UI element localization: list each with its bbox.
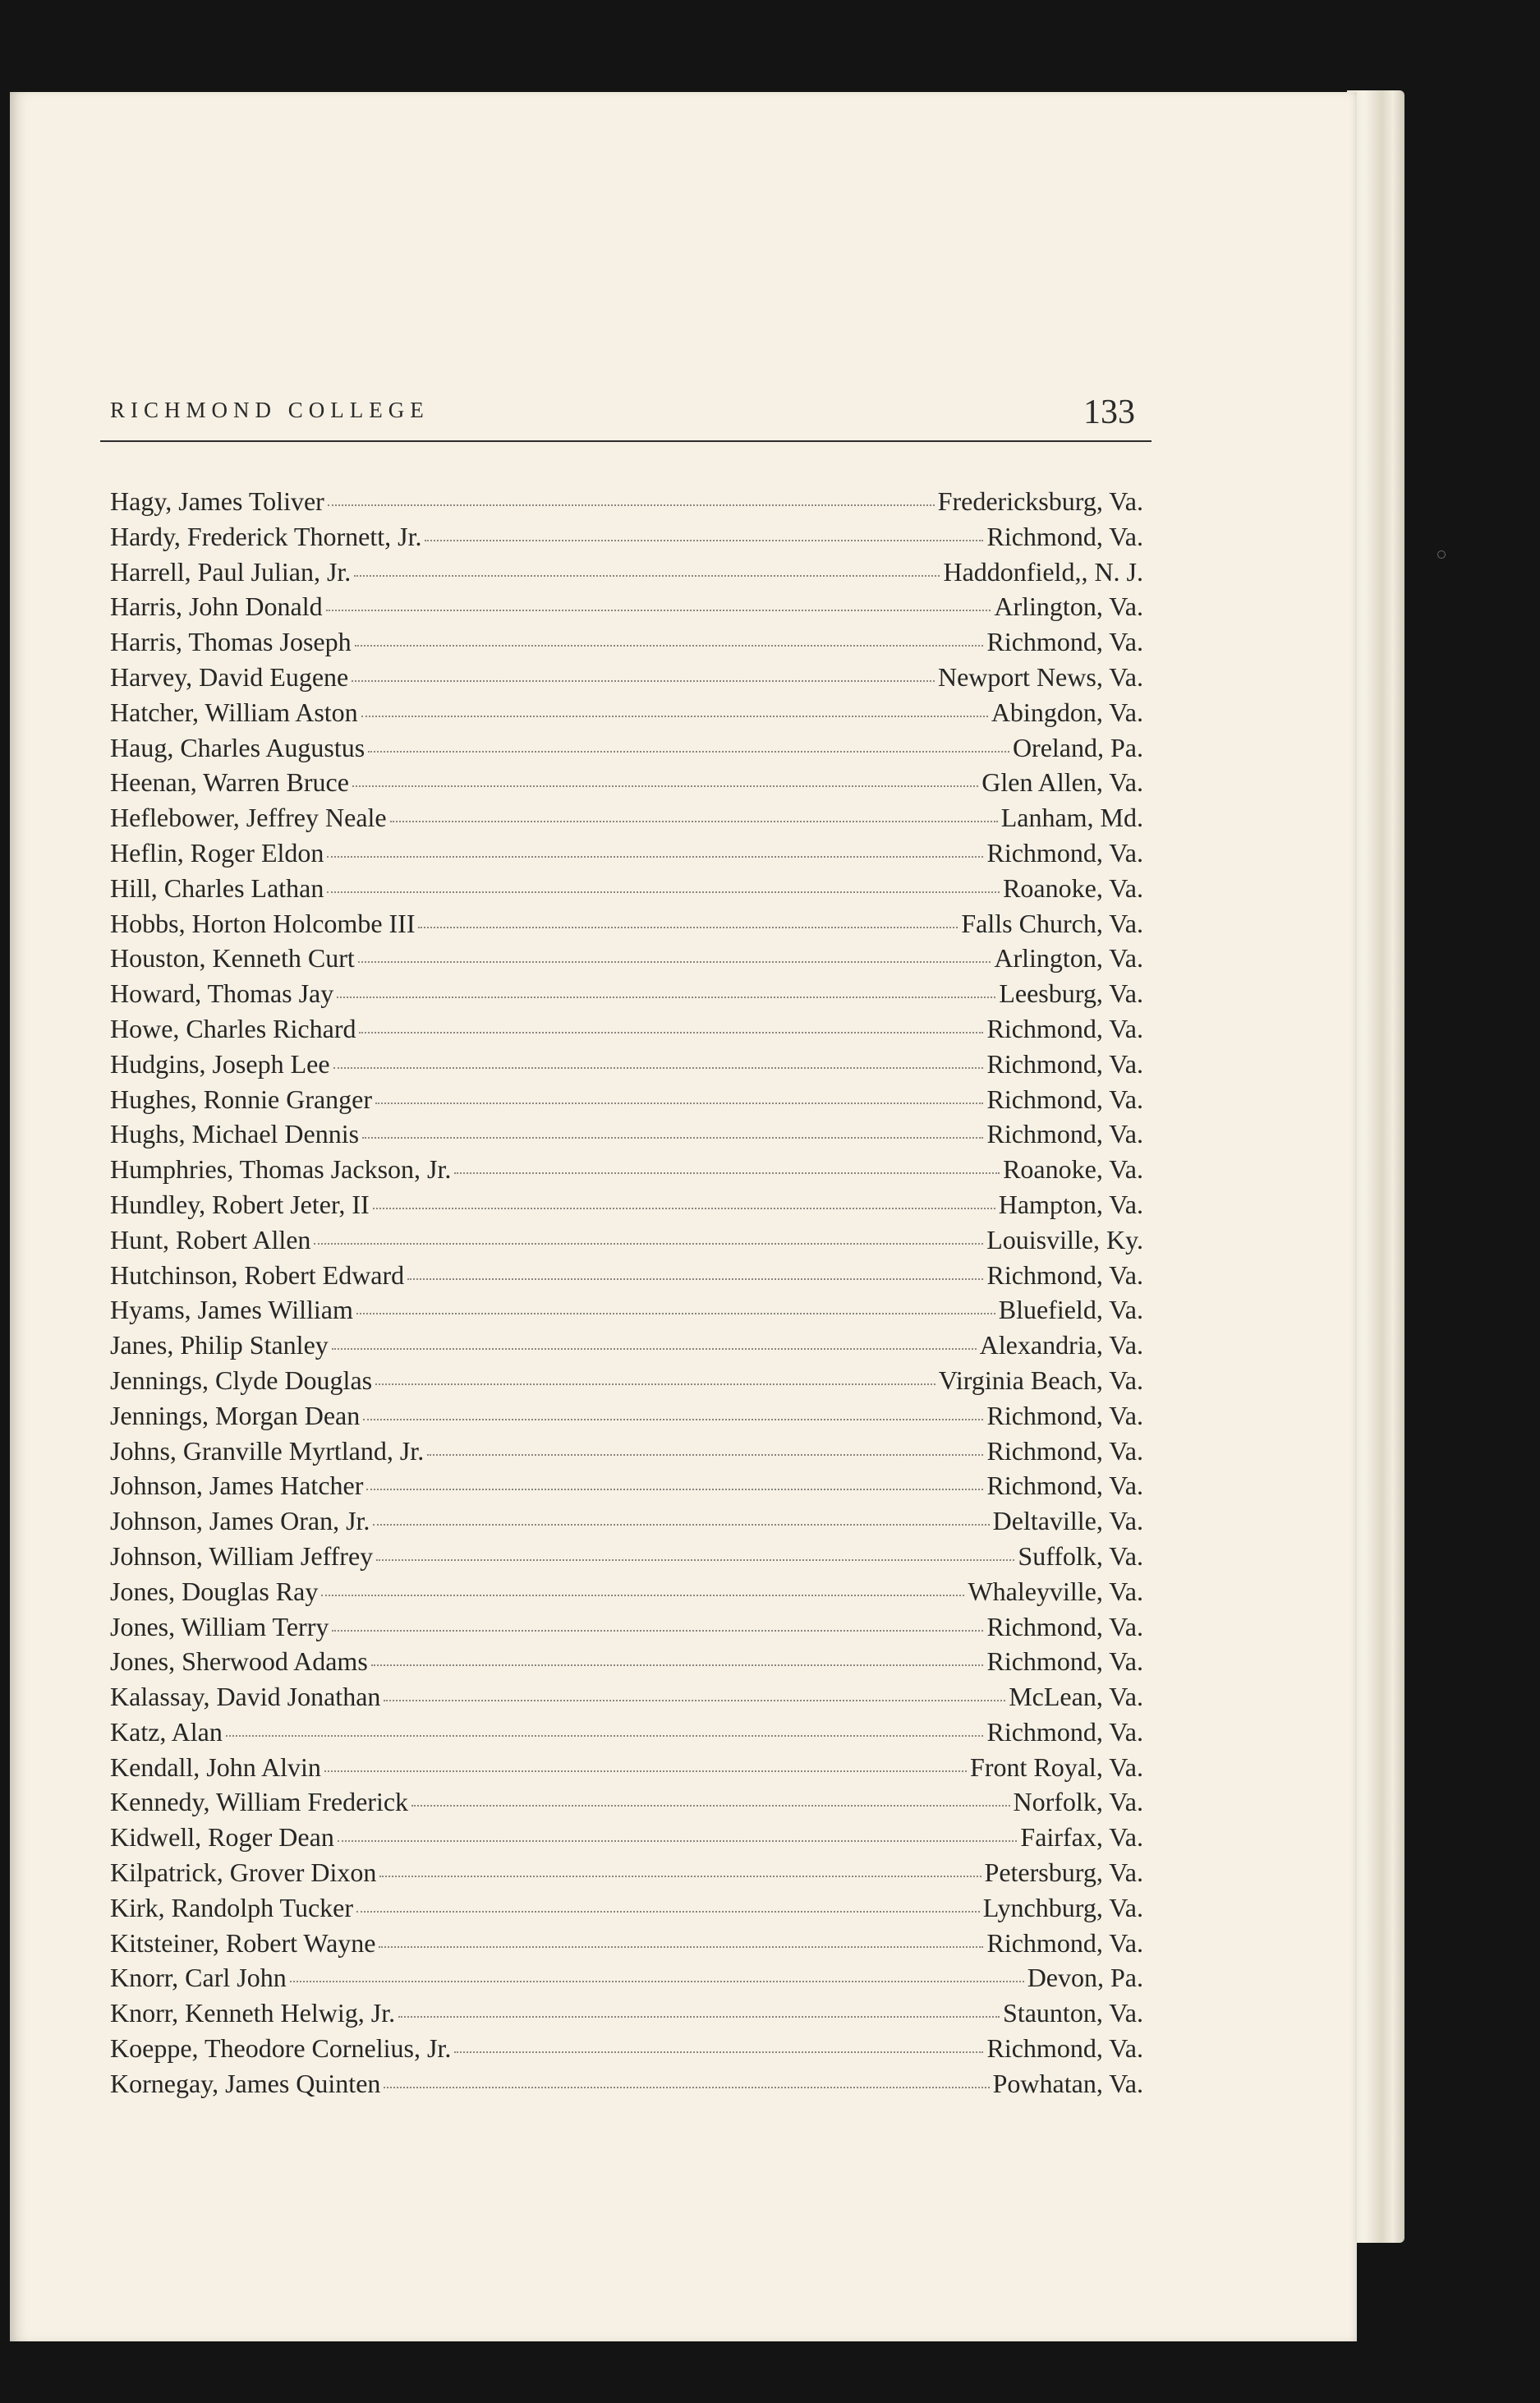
dot-leader bbox=[354, 575, 940, 577]
entry-hometown: Richmond, Va. bbox=[986, 627, 1143, 657]
directory-entry bbox=[110, 943, 1143, 978]
dot-leader bbox=[356, 1911, 980, 1913]
directory-entry bbox=[110, 1014, 1143, 1049]
entry-name: Johnson, James Oran, Jr. bbox=[110, 1506, 370, 1536]
dot-leader bbox=[362, 1137, 983, 1139]
page-number: 133 bbox=[1083, 394, 1135, 431]
entry-hometown: Arlington, Va. bbox=[994, 943, 1143, 974]
book-page bbox=[10, 92, 1357, 2341]
dot-leader bbox=[368, 751, 1009, 753]
directory-entry bbox=[110, 1471, 1143, 1506]
directory-entry bbox=[110, 1893, 1143, 1928]
entry-hometown: Glen Allen, Va. bbox=[981, 767, 1143, 798]
entry-name: Knorr, Carl John bbox=[110, 1963, 287, 1993]
entry-name: Kilpatrick, Grover Dixon bbox=[110, 1857, 377, 1888]
directory-entry bbox=[110, 1225, 1143, 1260]
entry-name: Howe, Charles Richard bbox=[110, 1013, 356, 1043]
directory-entry bbox=[110, 557, 1143, 592]
entry-hometown: Richmond, Va. bbox=[986, 1611, 1143, 1641]
dot-leader bbox=[407, 1278, 983, 1280]
directory-entry bbox=[110, 1787, 1143, 1822]
entry-hometown: Richmond, Va. bbox=[986, 1471, 1143, 1501]
dot-leader bbox=[352, 785, 978, 787]
dot-leader bbox=[425, 540, 983, 541]
entry-name: Hudgins, Joseph Lee bbox=[110, 1048, 330, 1079]
entry-hometown: Richmond, Va. bbox=[986, 1400, 1143, 1430]
entry-name: Humphries, Thomas Jackson, Jr. bbox=[110, 1154, 452, 1185]
dot-leader bbox=[326, 610, 991, 611]
entry-name: Hill, Charles Lathan bbox=[110, 872, 324, 903]
directory-entry bbox=[110, 1857, 1143, 1893]
dot-leader bbox=[363, 1419, 983, 1420]
dot-leader bbox=[454, 2051, 983, 2053]
entry-hometown: Staunton, Va. bbox=[1003, 1998, 1143, 2028]
entry-hometown: Louisville, Ky. bbox=[986, 1224, 1143, 1254]
directory-entry bbox=[110, 662, 1143, 697]
entry-hometown: Deltaville, Va. bbox=[992, 1506, 1143, 1536]
entry-hometown: Roanoke, Va. bbox=[1003, 872, 1143, 903]
directory-entry bbox=[110, 873, 1143, 909]
dot-leader bbox=[411, 1805, 1009, 1807]
entry-hometown: Richmond, Va. bbox=[986, 2033, 1143, 2064]
directory-entry bbox=[110, 1049, 1143, 1084]
directory-entry bbox=[110, 803, 1143, 838]
entry-name: Hughes, Ronnie Granger bbox=[110, 1084, 373, 1114]
dot-leader bbox=[358, 961, 991, 963]
dot-leader bbox=[328, 504, 935, 506]
dot-leader bbox=[379, 1876, 981, 1877]
dot-leader bbox=[375, 1383, 935, 1385]
entry-name: Heflin, Roger Eldon bbox=[110, 837, 324, 868]
entry-name: Kornegay, James Quinten bbox=[110, 2068, 381, 2098]
dot-leader bbox=[398, 2016, 1000, 2018]
directory-entry bbox=[110, 1612, 1143, 1647]
entry-name: Kitsteiner, Robert Wayne bbox=[110, 1927, 376, 1958]
entry-hometown: Roanoke, Va. bbox=[1003, 1154, 1143, 1185]
entry-name: Harris, Thomas Joseph bbox=[110, 627, 352, 657]
entry-hometown: Devon, Pa. bbox=[1027, 1963, 1143, 1993]
dot-leader bbox=[321, 1595, 964, 1596]
entry-hometown: Lanham, Md. bbox=[1000, 803, 1143, 833]
entry-name: Hyams, James William bbox=[110, 1295, 353, 1325]
entry-hometown: Richmond, Va. bbox=[986, 837, 1143, 868]
entry-hometown: Virginia Beach, Va. bbox=[938, 1365, 1143, 1395]
entry-name: Harris, John Donald bbox=[110, 592, 323, 622]
entry-name: Jones, William Terry bbox=[110, 1611, 329, 1641]
directory-entry bbox=[110, 1154, 1143, 1190]
entry-hometown: Hampton, Va. bbox=[998, 1189, 1143, 1219]
entry-name: Johns, Granville Myrtland, Jr. bbox=[110, 1435, 425, 1466]
entry-hometown: Newport News, Va. bbox=[937, 661, 1143, 692]
directory-entry bbox=[110, 1084, 1143, 1120]
dot-leader bbox=[324, 1770, 967, 1772]
entry-hometown: Powhatan, Va. bbox=[992, 2068, 1143, 2098]
dot-leader bbox=[359, 1032, 983, 1033]
entry-name: Kendall, John Alvin bbox=[110, 1752, 321, 1782]
directory-entry bbox=[110, 1682, 1143, 1717]
entry-name: Kirk, Randolph Tucker bbox=[110, 1892, 353, 1922]
entry-hometown: Richmond, Va. bbox=[986, 1119, 1143, 1149]
entry-hometown: Bluefield, Va. bbox=[998, 1295, 1143, 1325]
entry-name: Howard, Thomas Jay bbox=[110, 978, 334, 1009]
dot-leader bbox=[384, 1700, 1005, 1701]
entry-hometown: Richmond, Va. bbox=[986, 1048, 1143, 1079]
entry-name: Hatcher, William Aston bbox=[110, 697, 358, 727]
entry-name: Heflebower, Jeffrey Neale bbox=[110, 803, 387, 833]
directory-entry bbox=[110, 1260, 1143, 1296]
directory-entry bbox=[110, 522, 1143, 557]
entry-name: Kidwell, Roger Dean bbox=[110, 1822, 334, 1853]
entry-hometown: Fredericksburg, Va. bbox=[937, 486, 1143, 516]
dot-leader bbox=[454, 1172, 1000, 1174]
entry-hometown: Richmond, Va. bbox=[986, 1646, 1143, 1677]
edge-mark bbox=[1437, 550, 1446, 559]
entry-name: Johnson, James Hatcher bbox=[110, 1471, 364, 1501]
entry-hometown: McLean, Va. bbox=[1009, 1682, 1143, 1712]
dot-leader bbox=[338, 1840, 1018, 1842]
entry-name: Kennedy, William Frederick bbox=[110, 1787, 409, 1817]
entry-hometown: Oreland, Pa. bbox=[1012, 732, 1143, 762]
entry-name: Kalassay, David Jonathan bbox=[110, 1682, 381, 1712]
entry-hometown: Petersburg, Va. bbox=[984, 1857, 1143, 1888]
dot-leader bbox=[332, 1630, 983, 1632]
entry-name: Johnson, William Jeffrey bbox=[110, 1540, 374, 1571]
directory-entry bbox=[110, 1928, 1143, 1963]
entry-name: Janes, Philip Stanley bbox=[110, 1330, 329, 1360]
directory-entry bbox=[110, 1119, 1143, 1154]
directory-entry bbox=[110, 1752, 1143, 1788]
entry-hometown: Richmond, Va. bbox=[986, 1435, 1143, 1466]
entry-hometown: Richmond, Va. bbox=[986, 521, 1143, 551]
entry-hometown: Fairfax, Va. bbox=[1020, 1822, 1143, 1853]
dot-leader bbox=[371, 1664, 984, 1666]
entry-name: Jennings, Clyde Douglas bbox=[110, 1365, 373, 1395]
entry-name: Harvey, David Eugene bbox=[110, 661, 349, 692]
directory-entry bbox=[110, 1436, 1143, 1471]
dot-leader bbox=[418, 927, 958, 928]
directory-entry bbox=[110, 767, 1143, 803]
directory-entry bbox=[110, 733, 1143, 768]
directory-entry bbox=[110, 1330, 1143, 1365]
entry-hometown: Suffolk, Va. bbox=[1018, 1540, 1143, 1571]
dot-leader bbox=[361, 716, 988, 717]
entry-name: Hunt, Robert Allen bbox=[110, 1224, 311, 1254]
entry-hometown: Haddonfield,, N. J. bbox=[943, 556, 1143, 587]
directory-entry bbox=[110, 1401, 1143, 1436]
directory-entry bbox=[110, 2033, 1143, 2069]
directory-entry bbox=[110, 592, 1143, 627]
directory-entry bbox=[110, 1822, 1143, 1857]
entry-hometown: Arlington, Va. bbox=[994, 592, 1143, 622]
entry-name: Hughs, Michael Dennis bbox=[110, 1119, 360, 1149]
entry-hometown: Richmond, Va. bbox=[986, 1927, 1143, 1958]
entry-hometown: Alexandria, Va. bbox=[979, 1330, 1143, 1360]
directory-entry bbox=[110, 1295, 1143, 1330]
entry-hometown: Lynchburg, Va. bbox=[982, 1892, 1143, 1922]
dot-leader bbox=[375, 1103, 983, 1104]
entry-hometown: Richmond, Va. bbox=[986, 1084, 1143, 1114]
dot-leader bbox=[355, 645, 984, 647]
entry-name: Jennings, Morgan Dean bbox=[110, 1400, 361, 1430]
entry-name: Jones, Sherwood Adams bbox=[110, 1646, 368, 1677]
dot-leader bbox=[333, 1067, 984, 1069]
directory-entry bbox=[110, 697, 1143, 733]
directory-entry bbox=[110, 1717, 1143, 1752]
entry-hometown: Falls Church, Va. bbox=[961, 908, 1143, 938]
entry-hometown: Abingdon, Va. bbox=[991, 697, 1143, 727]
entry-name: Jones, Douglas Ray bbox=[110, 1576, 319, 1606]
dot-leader bbox=[427, 1454, 983, 1456]
dot-leader bbox=[327, 856, 983, 858]
dot-leader bbox=[327, 891, 1000, 893]
dot-leader bbox=[314, 1243, 983, 1245]
directory-entry bbox=[110, 1646, 1143, 1682]
directory-entry bbox=[110, 1541, 1143, 1577]
entry-hometown: Leesburg, Va. bbox=[999, 978, 1143, 1009]
dot-leader bbox=[337, 997, 995, 998]
directory-entry bbox=[110, 838, 1143, 873]
directory-entry bbox=[110, 978, 1143, 1014]
entry-hometown: Norfolk, Va. bbox=[1013, 1787, 1143, 1817]
directory-entry bbox=[110, 627, 1143, 662]
entry-name: Hagy, James Toliver bbox=[110, 486, 324, 516]
dot-leader bbox=[373, 1208, 995, 1209]
dot-leader bbox=[366, 1489, 983, 1490]
entry-hometown: Front Royal, Va. bbox=[970, 1752, 1143, 1782]
entry-name: Hundley, Robert Jeter, II bbox=[110, 1189, 370, 1219]
running-head bbox=[100, 394, 1152, 442]
entry-name: Heenan, Warren Bruce bbox=[110, 767, 349, 798]
entry-hometown: Richmond, Va. bbox=[986, 1716, 1143, 1747]
entry-name: Knorr, Kenneth Helwig, Jr. bbox=[110, 1998, 396, 2028]
entry-hometown: Whaleyville, Va. bbox=[968, 1576, 1143, 1606]
entry-hometown: Richmond, Va. bbox=[986, 1259, 1143, 1290]
entry-name: Houston, Kenneth Curt bbox=[110, 943, 355, 974]
directory-entry bbox=[110, 486, 1143, 522]
dot-leader bbox=[226, 1735, 984, 1737]
dot-leader bbox=[376, 1559, 1014, 1561]
dot-leader bbox=[290, 1981, 1024, 1982]
running-title: RICHMOND COLLEGE bbox=[110, 398, 430, 422]
dot-leader bbox=[352, 680, 935, 682]
entry-name: Hobbs, Horton Holcombe III bbox=[110, 908, 416, 938]
entry-name: Hutchinson, Robert Edward bbox=[110, 1259, 405, 1290]
directory-entry bbox=[110, 1190, 1143, 1225]
student-directory-list bbox=[110, 486, 1143, 2104]
directory-entry bbox=[110, 1506, 1143, 1541]
dot-leader bbox=[332, 1348, 977, 1350]
directory-entry bbox=[110, 1365, 1143, 1401]
directory-entry bbox=[110, 2069, 1143, 2104]
entry-hometown: Richmond, Va. bbox=[986, 1013, 1143, 1043]
dot-leader bbox=[384, 2087, 989, 2088]
dot-leader bbox=[373, 1524, 989, 1526]
entry-name: Harrell, Paul Julian, Jr. bbox=[110, 556, 352, 587]
entry-name: Katz, Alan bbox=[110, 1716, 223, 1747]
dot-leader bbox=[379, 1946, 983, 1948]
directory-entry bbox=[110, 1963, 1143, 1998]
directory-entry bbox=[110, 1998, 1143, 2033]
directory-entry bbox=[110, 1577, 1143, 1612]
dot-leader bbox=[356, 1313, 995, 1314]
entry-name: Hardy, Frederick Thornett, Jr. bbox=[110, 521, 422, 551]
dot-leader bbox=[390, 821, 998, 822]
directory-entry bbox=[110, 909, 1143, 944]
entry-name: Koeppe, Theodore Cornelius, Jr. bbox=[110, 2033, 452, 2064]
entry-name: Haug, Charles Augustus bbox=[110, 732, 365, 762]
